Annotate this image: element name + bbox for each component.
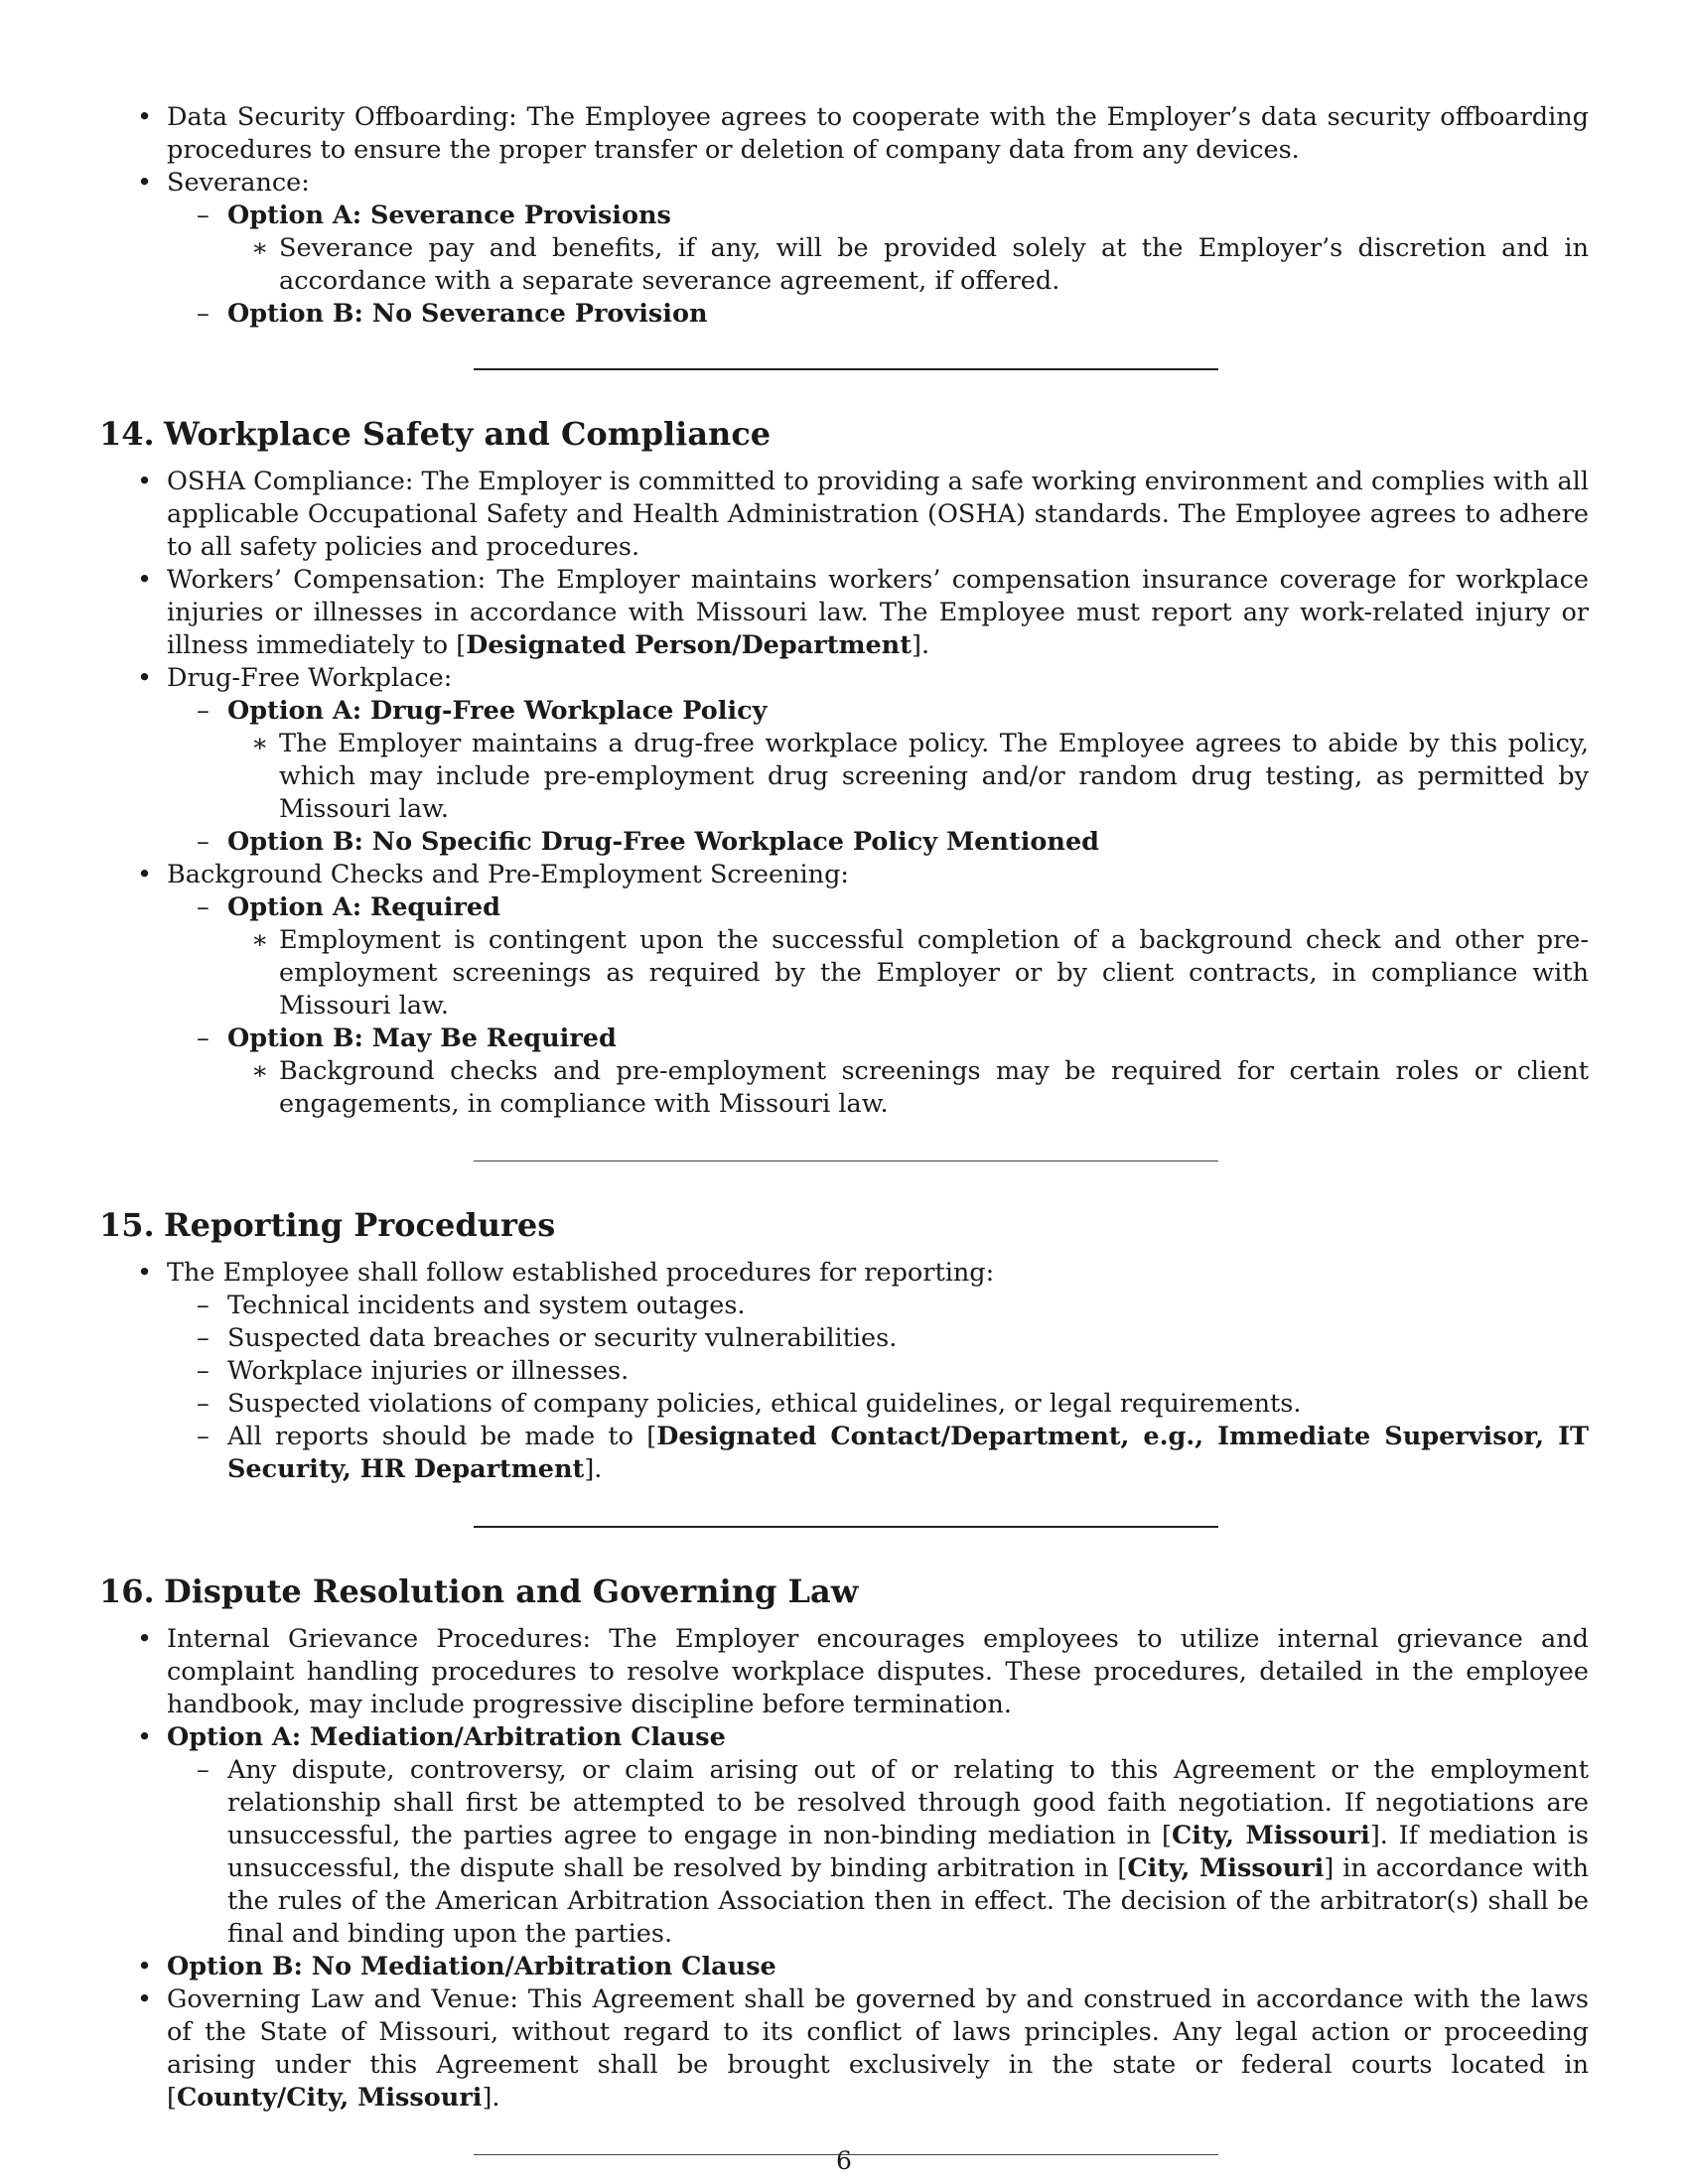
list-item (99, 662, 1589, 859)
list-item (227, 232, 1589, 298)
section-14-list (99, 466, 1589, 1121)
list-item: – Workplace injuries or illnesses. (167, 1355, 1589, 1388)
list-item (227, 924, 1589, 1023)
section-heading-15: 15. Reporting Procedures (99, 1206, 556, 1244)
list-item (227, 728, 1589, 826)
list-item (167, 826, 1589, 859)
section-16-list (99, 1623, 1589, 2115)
section-divider (474, 368, 1218, 370)
data-security-offboarding: Data Security Offboarding: The Employee agrees to cooperate with the Employer’s data security offboarding procedures to ensure the proper transfer or deletion of company data from any devices. (167, 102, 1589, 165)
list-item (99, 1951, 1589, 1983)
list-item: – Any dispute, controversy, or claim arising out of or relating to this Agreement or the employment relationship shall first be attempted to be resolved through good faith negotiation. If negotiations are unsuccessful, the parties agree to engage in non-binding mediation in [City, Missouri]. If mediation is unsuccessful, the dispute shall be resolved by binding arbitration in [City, Missouri] in accordance with the rules of the American Arbitration Association then in effect. The decision of the arbitrator(s) shall be final and binding upon the parties. (167, 1754, 1589, 1951)
placeholder-designated-person: Designated Person/Department (466, 630, 912, 660)
drug-option-b: Option B: No Specific Drug-Free Workplace Policy Mentioned (227, 827, 1100, 857)
placeholder-designated-contact: Designated Contact/Department, e.g., Immediate Supervisor, IT Security, HR Department (227, 1422, 1589, 1484)
placeholder-city: City, Missouri (1127, 1853, 1325, 1883)
list-item: • Workers’ Compensation: The Employer maintains workers’ compensation insurance coverage for workplace injuries or illnesses in accordance with Missouri law. The Employee must report any work-related injury or illness immediately to [Designated Person/Department]. (99, 564, 1589, 662)
list-item: – Suspected data breaches or security vulnerabilities. (167, 1322, 1589, 1355)
mediation-option-a: Option A: Mediation/Arbitration Clause (167, 1722, 726, 1752)
document-page (99, 101, 1589, 2155)
list-item (99, 1623, 1589, 1721)
list-item (167, 891, 1589, 1023)
severance-label: Severance: (167, 168, 310, 198)
list-item (227, 1055, 1589, 1121)
carryover-list (99, 101, 1589, 331)
background-option-b-text: Background checks and pre-employment screenings may be required for certain roles or client engagements, in compliance with Missouri law. (279, 1056, 1589, 1119)
section-heading-16: 16. Dispute Resolution and Governing Law (99, 1572, 859, 1610)
background-option-a: Option A: Required (227, 892, 500, 922)
workers-comp: Workers’ Compensation: The Employer maintains workers’ compensation insurance coverage for workplace injuries or illnesses in accordance with Missouri law. The Employee must report any work-related injury or illness immediately to [ (167, 565, 1589, 660)
grievance-procedures: Internal Grievance Procedures: The Employer encourages employees to utilize internal grievance and complaint handling procedures to resolve workplace disputes. These procedures, detailed in the employee handbook, may include progressive discipline before termination. (167, 1624, 1589, 1719)
list-item (99, 167, 1589, 331)
list-item (167, 1023, 1589, 1121)
drug-free-label: Drug-Free Workplace: (167, 663, 453, 693)
list-item (167, 695, 1589, 826)
reports-text: All reports should be made to [ (227, 1422, 657, 1451)
list-item (99, 1721, 1589, 1951)
list-item: – Suspected violations of company policies, ethical guidelines, or legal requirements. (167, 1388, 1589, 1421)
section-divider (474, 1160, 1218, 1161)
list-item: – All reports should be made to [Designated Contact/Department, e.g., Immediate Supervisor, IT Security, HR Department]. (167, 1421, 1589, 1486)
severance-option-b: Option B: No Severance Provision (227, 299, 708, 329)
list-item (99, 101, 1589, 167)
osha-compliance: OSHA Compliance: The Employer is committed to providing a safe working environment and complies with all applicable Occupational Safety and Health Administration (OSHA) standards. The Employee agrees to adhere to all safety policies and procedures. (167, 467, 1589, 562)
list-item (99, 859, 1589, 1121)
list-item (99, 1257, 1589, 1486)
severance-option-a-text: Severance pay and benefits, if any, will be provided solely at the Employer’s discretion and in accordance with a separate severance agreement, if offered. (279, 233, 1589, 296)
page-number: 6 (836, 2146, 852, 2175)
placeholder-city: City, Missouri (1171, 1821, 1370, 1850)
section-heading-14: 14. Workplace Safety and Compliance (99, 415, 772, 453)
list-item: – Technical incidents and system outages. (167, 1290, 1589, 1322)
background-option-b: Option B: May Be Required (227, 1024, 617, 1053)
section-divider (474, 1526, 1218, 1528)
list-item (99, 466, 1589, 564)
list-item: • Governing Law and Venue: This Agreement shall be governed by and construed in accordance with the laws of the State of Missouri, without regard to its conflict of laws principles. Any legal action or proceeding arising under this Agreement shall be brought exclusively in the state or federal courts located in [County/City, Missouri]. (99, 1983, 1589, 2115)
severance-option-a: Option A: Severance Provisions (227, 201, 671, 230)
list-item (167, 200, 1589, 298)
list-item (167, 298, 1589, 331)
drug-option-a-text: The Employer maintains a drug-free workplace policy. The Employee agrees to abide by this policy, which may include pre-employment drug screening and/or random drug testing, as permitted by Missouri law. (279, 729, 1589, 824)
mediation-option-b: Option B: No Mediation/Arbitration Clause (167, 1952, 776, 1981)
background-option-a-text: Employment is contingent upon the successful completion of a background check and other pre-employment screenings as required by the Employer or by client contracts, in compliance with Missouri law. (279, 925, 1589, 1021)
governing-law: Governing Law and Venue: This Agreement shall be governed by and construed in accordance with the laws of the State of Missouri, without regard to its conflict of laws principles. Any legal action or proceeding arising under this Agreement shall be brought exclusively in the state or federal courts located in [ (167, 1984, 1589, 2113)
section-15-list (99, 1257, 1589, 1486)
drug-option-a: Option A: Drug-Free Workplace Policy (227, 696, 768, 726)
background-label: Background Checks and Pre-Employment Screening: (167, 860, 849, 889)
placeholder-county-city: County/City, Missouri (176, 2083, 483, 2113)
reporting-intro: The Employee shall follow established procedures for reporting: (167, 1258, 995, 1288)
